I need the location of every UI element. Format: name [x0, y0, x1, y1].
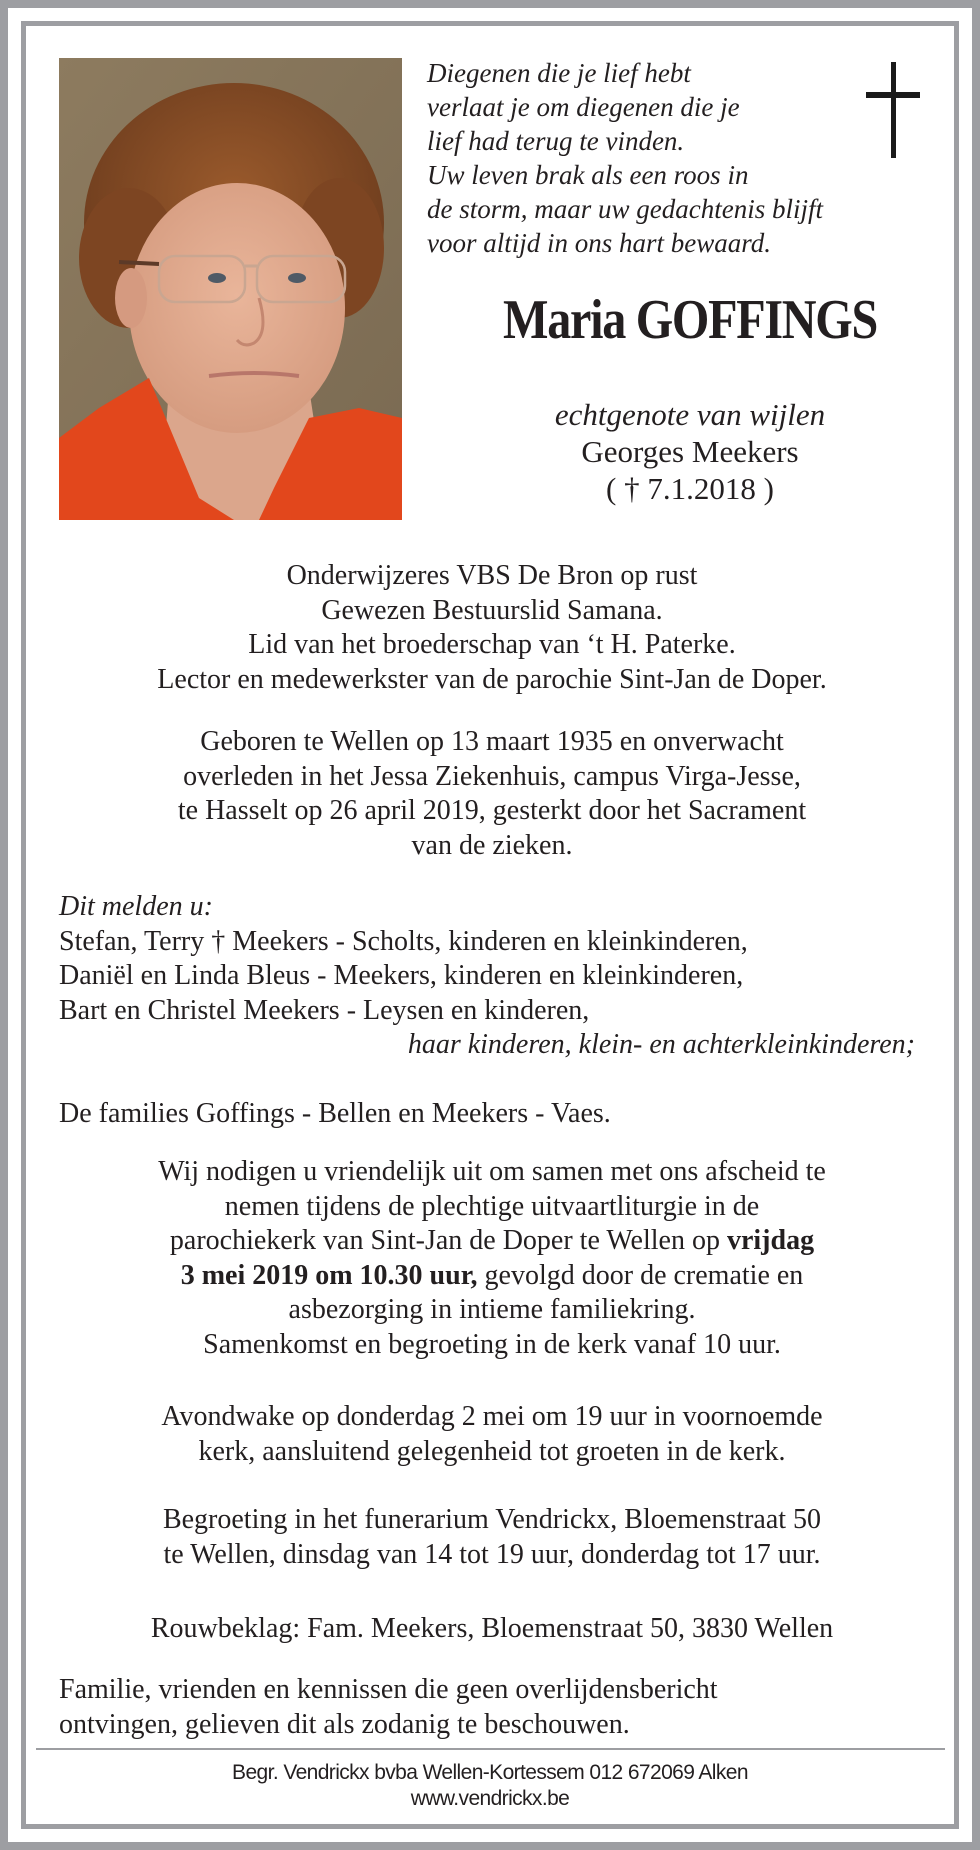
- funeral-text: gevolgd door de crematie en: [477, 1259, 804, 1291]
- funeral-line: asbezorging in intieme familiekring.: [288, 1294, 696, 1325]
- funeral-text: parochiekerk van Sint-Jan de Doper te Wellen op: [169, 1225, 727, 1256]
- funeral-line: [52, 1259, 932, 1294]
- birth-death-line: overleden in het Jessa Ziekenhuis, campus Virga-Jesse,: [183, 760, 801, 792]
- spouse-death-date: ( † 7.1.2018 ): [606, 471, 774, 506]
- spouse-name: Georges Meekers: [581, 434, 799, 469]
- funeral-line: Samenkomst en begroeting in de kerk vanaf 10 uur.: [203, 1328, 781, 1360]
- funeral-section: [52, 1155, 932, 1362]
- visitation-line: Begroeting in het funerarium Vendrickx, Bloemenstraat 50: [162, 1504, 822, 1535]
- announcer-line: Daniël en Linda Bleus - Meekers, kinderen en kleinkinderen,: [59, 960, 744, 991]
- birth-death-line: Geboren te Wellen op 13 maart 1935 en onverwacht: [200, 726, 784, 757]
- poem-line: Diegenen die je lief hebt: [427, 58, 691, 88]
- undertaker-info: Begr. Vendrickx bvba Wellen-Kortessem 012 672069 Alken: [232, 1761, 748, 1784]
- visitation-line: te Wellen, dinsdag van 14 tot 19 uur, donderdag tot 17 uur.: [163, 1538, 821, 1570]
- announcers-heading: Dit melden u:: [59, 891, 213, 922]
- role-line: Onderwijzeres VBS De Bron op rust: [286, 560, 698, 591]
- poem-line: de storm, maar uw gedachtenis blijft: [427, 194, 823, 224]
- announcer-line: Stefan, Terry † Meekers - Scholts, kinderen en kleinkinderen,: [59, 925, 748, 957]
- poem-line: voor altijd in ons hart bewaard.: [427, 228, 772, 258]
- portrait-photo: [59, 58, 402, 520]
- condolence-line: Rouwbeklag: Fam. Meekers, Bloemenstraat 50, 3830 Wellen: [150, 1613, 834, 1644]
- notice-line: Familie, vrienden en kennissen die geen overlijdensbericht: [59, 1674, 718, 1705]
- visitation-section: [52, 1503, 932, 1572]
- announcers-section: [59, 890, 929, 1131]
- funeral-line: Wij nodigen u vriendelijk uit om samen met ons afscheid te: [158, 1156, 826, 1187]
- deceased-name: Maria GOFFINGS: [503, 289, 877, 351]
- birth-death-line: te Hasselt op 26 april 2019, gesterkt door het Sacrament: [177, 795, 807, 826]
- wake-line: kerk, aansluitend gelegenheid tot groeten in de kerk.: [198, 1435, 786, 1467]
- footer-divider: [36, 1748, 945, 1750]
- role-line: Gewezen Bestuurslid Samana.: [321, 594, 663, 626]
- funeral-datetime: 3 mei 2019 om 10.30 uur,: [180, 1259, 478, 1291]
- notice-section: [59, 1673, 929, 1742]
- roles-section: [52, 559, 932, 697]
- funeral-line: [52, 1224, 932, 1259]
- poem-line: verlaat je om diegenen die je: [427, 92, 740, 122]
- condolence-section: [52, 1612, 932, 1647]
- role-line: Lector en medewerkster van de parochie Sint-Jan de Doper.: [157, 663, 827, 695]
- funeral-line: nemen tijdens de plechtige uitvaartliturgie in de: [224, 1190, 760, 1222]
- undertaker-footer: [26, 1760, 954, 1812]
- wake-section: [52, 1400, 932, 1469]
- birth-death-section: [52, 725, 932, 863]
- poem-line: lief had terug te vinden.: [427, 126, 685, 156]
- spouse-info: [440, 396, 940, 507]
- role-line: Lid van het broederschap van ‘t H. Paterke.: [248, 629, 736, 660]
- cross-icon: [866, 62, 920, 158]
- families-line: De families Goffings - Bellen en Meekers - Vaes.: [59, 1097, 611, 1129]
- notice-line: ontvingen, gelieven dit als zodanig te beschouwen.: [59, 1708, 630, 1740]
- spouse-label: echtgenote van wijlen: [554, 397, 826, 432]
- birth-death-line: van de zieken.: [411, 829, 573, 861]
- announcers-closing: haar kinderen, klein- en achterkleinkinderen;: [407, 1029, 915, 1060]
- announcer-line: Bart en Christel Meekers - Leysen en kinderen,: [59, 994, 590, 1026]
- poem-line: Uw leven brak als een roos in: [427, 160, 749, 190]
- memorial-poem: [427, 56, 857, 260]
- wake-line: Avondwake op donderdag 2 mei om 19 uur in voornoemde: [161, 1401, 823, 1432]
- funeral-day: vrijdag: [726, 1225, 815, 1256]
- website-link[interactable]: www.vendrickx.be: [410, 1787, 570, 1810]
